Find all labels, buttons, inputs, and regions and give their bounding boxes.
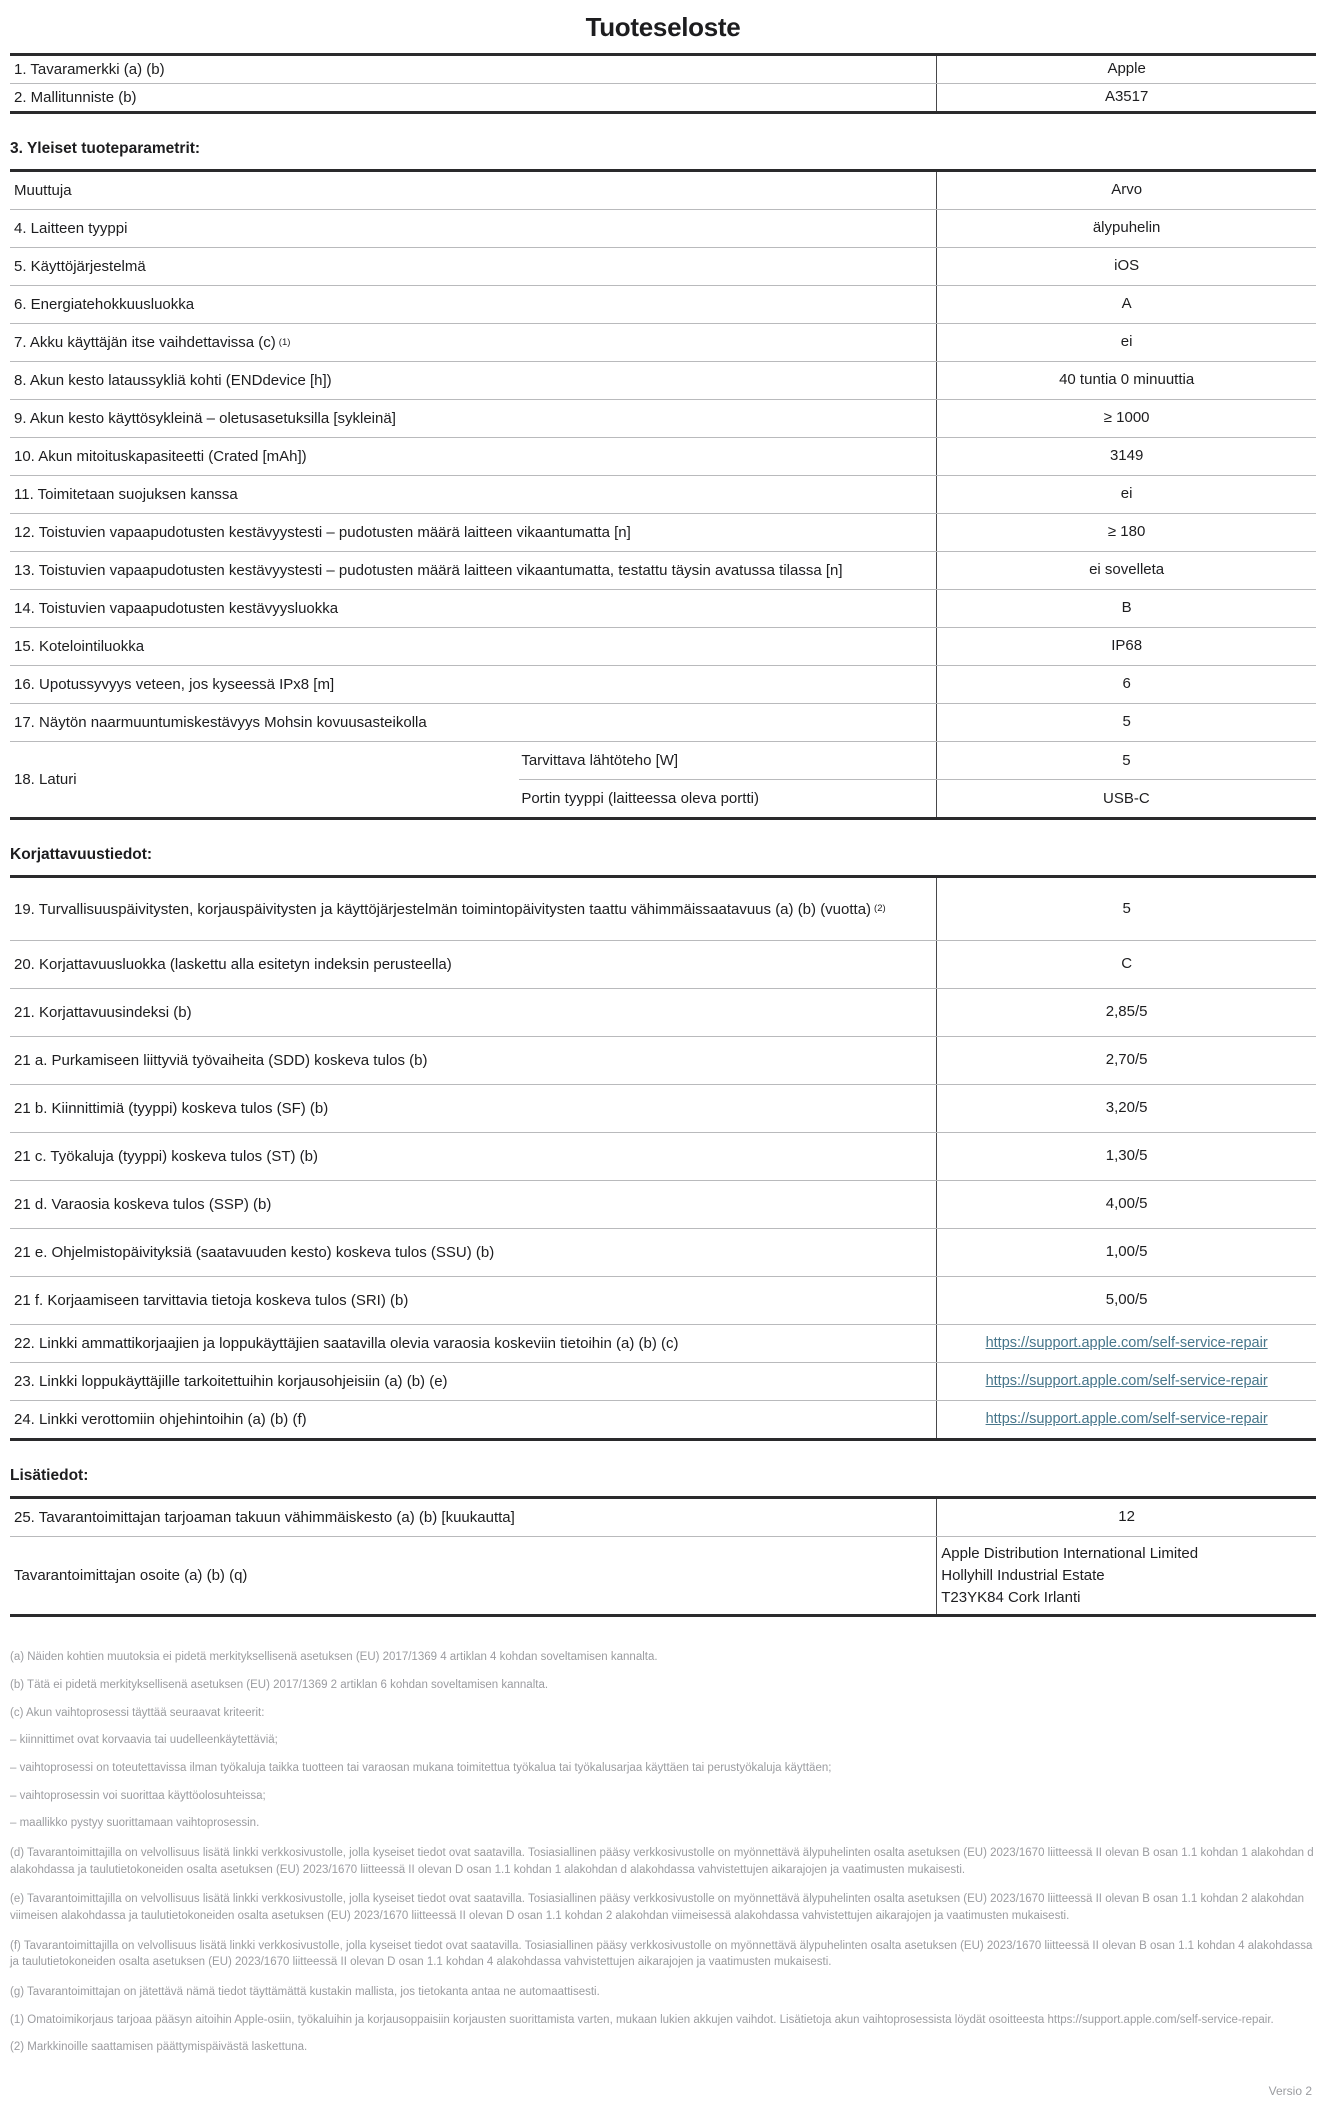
footnote-a: (a) Näiden kohtien muutoksia ei pidetä merkityksellisenä asetuksen (EU) 2017/1369 4 artiklan 4 kohdan soveltamisen kannalta. [10, 1651, 658, 1664]
row-label: 9. Akun kesto käyttösykleinä – oletusasetuksilla [sykleinä] [10, 400, 937, 437]
row-value: 5 [1122, 899, 1131, 917]
footnote-marker: (2) [874, 903, 886, 915]
row-label: 25. Tavarantoimittajan tarjoaman takuun vähimmäiskesto (a) (b) [kuukautta] [10, 1499, 937, 1536]
footnote-c-bullet: – vaihtoprosessi on toteutettavissa ilman työkaluja taikka tuotteen tai varaosan mukana toimitettua työkalua tai työkalusarjaa käyttäen tai perustyökaluja käyttäen; [10, 1761, 832, 1774]
page-title: Tuoteseloste [585, 12, 741, 42]
table-row [10, 627, 1316, 665]
row-value: ≥ 180 [1107, 523, 1146, 541]
footnote-2: (2) Markkinoille saattamisen päättymispäivästä laskettuna. [10, 2041, 308, 2054]
row-label: 2. Mallitunniste (b) [10, 84, 937, 111]
row-label: 21 b. Kiinnittimiä (tyyppi) koskeva tulos (SF) (b) [10, 1085, 937, 1132]
row-label [10, 324, 937, 361]
row-label: 14. Toistuvien vapaapudotusten kestävyysluokka [10, 590, 937, 627]
repair-instructions-link[interactable]: https://support.apple.com/self-service-repair [985, 1372, 1268, 1389]
charger-subtable [519, 742, 1316, 817]
row-value: iOS [1114, 257, 1140, 275]
table-row [10, 513, 1316, 551]
row-value: 2,85/5 [1105, 1003, 1148, 1021]
table-row [10, 1324, 1316, 1362]
footnote-g: (g) Tavarantoimittajan on jätettävä nämä tiedot täyttämättä kustakin mallista, jos tietokanta antaa ne automaattisesti. [10, 1985, 600, 1998]
row-value: 1,30/5 [1105, 1147, 1148, 1165]
row-label: Tavarantoimittajan osoite (a) (b) (q) [10, 1537, 937, 1614]
additional-info-table [10, 1496, 1316, 1617]
row-value: 5 [1122, 752, 1131, 769]
table-row [10, 83, 1316, 111]
row-label: 4. Laitteen tyyppi [10, 210, 937, 247]
table-row [10, 1276, 1316, 1324]
table-row [10, 1362, 1316, 1400]
row-label: Portin tyyppi (laitteessa oleva portti) [519, 780, 936, 817]
table-row [10, 1400, 1316, 1438]
supplier-address [937, 1537, 1316, 1614]
supplier-address-line: Hollyhill Industrial Estate [941, 1566, 1105, 1584]
footnote-b: (b) Tätä ei pidetä merkityksellisenä asetuksen (EU) 2017/1369 2 artiklan 6 kohdan soveltamisen kannalta. [10, 1678, 549, 1691]
row-label-text: 7. Akku käyttäjän itse vaihdettavissa (c) [14, 334, 276, 351]
table-row [10, 940, 1316, 988]
row-value: IP68 [1111, 637, 1143, 655]
row-value: älypuhelin [1092, 219, 1161, 237]
column-header-parameter: Muuttuja [10, 172, 937, 209]
row-label: 16. Upotussyvyys veteen, jos kyseessä IPx8 [m] [10, 666, 937, 703]
table-row [10, 988, 1316, 1036]
table-row [10, 1084, 1316, 1132]
row-label: 6. Energiatehokkuusluokka [10, 286, 937, 323]
supplier-address-line: T23YK84 Cork Irlanti [941, 1588, 1081, 1606]
row-value: 5 [1122, 713, 1131, 731]
footnote-1: (1) Omatoimikorjaus tarjoaa pääsyn aitoihin Apple-osiin, työkaluihin ja korjausoppaisiin korjausten suorittamista varten, mukaan lukien akkujen vaihdot. Lisätietoja akun vaihtoprosessista löydät osoitteesta https://support.apple.com/self-service-repair. [10, 2013, 1274, 2026]
charger-row [10, 741, 1316, 817]
row-value: Apple [1107, 60, 1146, 78]
row-value: 3,20/5 [1105, 1099, 1148, 1117]
row-label: 21 d. Varaosia koskeva tulos (SSP) (b) [10, 1181, 937, 1228]
spare-parts-info-link[interactable]: https://support.apple.com/self-service-repair [985, 1334, 1268, 1351]
table-row [10, 1499, 1316, 1536]
row-value [937, 1325, 1316, 1362]
row-label-text: 19. Turvallisuuspäivitysten, korjauspäivitysten ja käyttöjärjestelmän toimintopäivitysten taattu vähimmäissaatavuus (a) (b) (vuotta) [14, 900, 872, 918]
row-label: 10. Akun mitoituskapasiteetti (Crated [mAh]) [10, 438, 937, 475]
row-label: 21 c. Työkaluja (tyyppi) koskeva tulos (ST) (b) [10, 1133, 937, 1180]
row-label: 24. Linkki verottomiin ohjehintoihin (a) (b) (f) [10, 1401, 937, 1438]
row-value: ≥ 1000 [1103, 409, 1150, 427]
row-label: 20. Korjattavuusluokka (laskettu alla esitetyn indeksin perusteella) [10, 941, 937, 988]
row-value: 12 [1118, 1508, 1135, 1526]
table-row [10, 1180, 1316, 1228]
table-row [10, 551, 1316, 589]
row-label: 5. Käyttöjärjestelmä [10, 248, 937, 285]
row-value: USB-C [1103, 790, 1150, 807]
table-row [519, 779, 1316, 817]
footnote-e: (e) Tavarantoimittajilla on velvollisuus lisätä linkki verkkosivustolle, jolla kyseiset tiedot ovat saatavilla. Tosiasiallinen pääsy verkkosivustolle on myönnettävä älypuhelinten osalta asetuksen (EU) 2023/1670 liitteessä II olevan B osan 1.1 kohdan 2 alakohdan viimeisen alakohdassa ja taulutietokoneiden osalta asetuksen (EU) 2023/1670 liitteessä II olevan D osan 1.1 kohdan 2 alakohdan viimeisessä alakohdassa vahvistettujen aikarajojen ja vaatimusten mukaisesti. [10, 1893, 1305, 1922]
footnote-d: (d) Tavarantoimittajilla on velvollisuus lisätä linkki verkkosivustolle, jolla kyseiset tiedot ovat saatavilla. Tosiasiallinen pääsy verkkosivustolle on myönnettävä älypuhelinten osalta asetuksen (EU) 2023/1670 liitteessä II olevan B osan 1.1 kohdan 1 alakohdan d alakohdassa ja taulutietokoneiden osalta asetuksen (EU) 2023/1670 liitteessä II olevan D osan 1.1 kohdan 1 alakohdan d alakohdassa vahvistettujen aikarajojen ja vaatimusten mukaisesti. [10, 1846, 1314, 1876]
table-row [10, 1132, 1316, 1180]
row-value: 3149 [1109, 447, 1144, 465]
footnote-c-bullet: – kiinnittimet ovat korvaavia tai uudelleenkäytettäviä; [10, 1734, 278, 1747]
row-label: 21. Korjattavuusindeksi (b) [10, 989, 937, 1036]
column-header-value: Arvo [1111, 181, 1143, 199]
row-value: A3517 [1104, 88, 1149, 106]
table-row [10, 285, 1316, 323]
row-label [10, 878, 937, 940]
price-guidance-link[interactable]: https://support.apple.com/self-service-repair [985, 1410, 1268, 1427]
table-row [519, 742, 1316, 779]
identification-table [10, 53, 1316, 114]
row-value: ei [1120, 485, 1133, 503]
footnotes [10, 1649, 1316, 2056]
row-label: 8. Akun kesto lataussykliä kohti (ENDdevice [h]) [10, 362, 937, 399]
table-row [10, 1228, 1316, 1276]
row-value: 5,00/5 [1105, 1291, 1148, 1309]
table-row [10, 209, 1316, 247]
row-label: 12. Toistuvien vapaapudotusten kestävyystesti – pudotusten määrä laitteen vikaantumatta [n] [10, 514, 937, 551]
table-header-row [10, 172, 1316, 209]
row-label: 13. Toistuvien vapaapudotusten kestävyystesti – pudotusten määrä laitteen vikaantumatta, testattu täysin avatussa tilassa [n] [10, 552, 937, 589]
row-label: Tarvittava lähtöteho [W] [519, 742, 936, 779]
row-label: 22. Linkki ammattikorjaajien ja loppukäyttäjien saatavilla olevia varaosia koskeviin tietoihin (a) (b) (c) [10, 1325, 937, 1362]
row-value: 6 [1122, 675, 1131, 693]
table-row [10, 323, 1316, 361]
row-label: 23. Linkki loppukäyttäjille tarkoitettuihin korjausohjeisiin (a) (b) (e) [10, 1363, 937, 1400]
footnote-f: (f) Tavarantoimittajilla on velvollisuus lisätä linkki verkkosivustolle, jolla kyseiset tiedot ovat saatavilla. Tosiasiallinen pääsy verkkosivustolle on myönnettävä älypuhelinten osalta asetuksen (EU) 2023/1670 liitteessä II olevan B osan 1.1 kohdan 4 alakohdassa ja taulutietokoneiden osalta asetuksen (EU) 2023/1670 liitteessä II olevan D osan 1.1 kohdan 4 alakohdassa vahvistettujen aikarajojen ja vaatimusten mukaisesti. [10, 1939, 1313, 1969]
section-heading-repairability: Korjattavuustiedot: [10, 846, 153, 863]
row-value: 1,00/5 [1105, 1243, 1148, 1261]
row-value: A [1121, 295, 1132, 313]
row-label: 21 e. Ohjelmistopäivityksiä (saatavuuden kesto) koskeva tulos (SSU) (b) [10, 1229, 937, 1276]
footnote-c-bullet: – vaihtoprosessin voi suorittaa käyttöolosuhteissa; [10, 1789, 266, 1802]
footnote-marker: (1) [278, 336, 291, 348]
row-value: 2,70/5 [1105, 1051, 1148, 1069]
row-value [937, 1363, 1316, 1400]
row-label: 17. Näytön naarmuuntumiskestävyys Mohsin kovuusasteikolla [10, 704, 937, 741]
row-label: 18. Laturi [14, 771, 77, 788]
table-row [10, 56, 1316, 83]
row-value: B [1121, 599, 1132, 617]
table-row [10, 247, 1316, 285]
table-row [10, 703, 1316, 741]
table-row [10, 1036, 1316, 1084]
table-row [10, 878, 1316, 940]
section-heading-general-parameters: 3. Yleiset tuoteparametrit: [10, 140, 201, 157]
table-row [10, 361, 1316, 399]
footnote-c: (c) Akun vaihtoprosessi täyttää seuraavat kriteerit: [10, 1706, 265, 1719]
table-row [10, 399, 1316, 437]
row-value: ei sovelleta [1089, 561, 1165, 579]
footnote-c-bullet: – maallikko pystyy suorittamaan vaihtoprosessin. [10, 1817, 260, 1830]
row-label: 11. Toimitetaan suojuksen kanssa [10, 476, 937, 513]
row-label: 21 f. Korjaamiseen tarvittavia tietoja koskeva tulos (SRI) (b) [10, 1277, 937, 1324]
table-row [10, 589, 1316, 627]
section-heading-additional-info: Lisätiedot: [10, 1467, 89, 1484]
repairability-table [10, 875, 1316, 1441]
version-label: Versio 2 [1268, 2084, 1312, 2098]
row-value: ei [1120, 333, 1133, 351]
table-row [10, 665, 1316, 703]
row-value: 40 tuntia 0 minuuttia [1059, 371, 1195, 389]
row-value: C [1121, 955, 1133, 973]
row-value [937, 1401, 1316, 1438]
row-label: 15. Kotelointiluokka [10, 628, 937, 665]
row-label: 1. Tavaramerkki (a) (b) [10, 56, 937, 83]
table-row [10, 475, 1316, 513]
general-parameters-table [10, 169, 1316, 820]
supplier-address-line: Apple Distribution International Limited [941, 1545, 1199, 1562]
row-value: 4,00/5 [1105, 1195, 1148, 1213]
table-row [10, 437, 1316, 475]
supplier-address-row [10, 1536, 1316, 1614]
row-label: 21 a. Purkamiseen liittyviä työvaiheita (SDD) koskeva tulos (b) [10, 1037, 937, 1084]
